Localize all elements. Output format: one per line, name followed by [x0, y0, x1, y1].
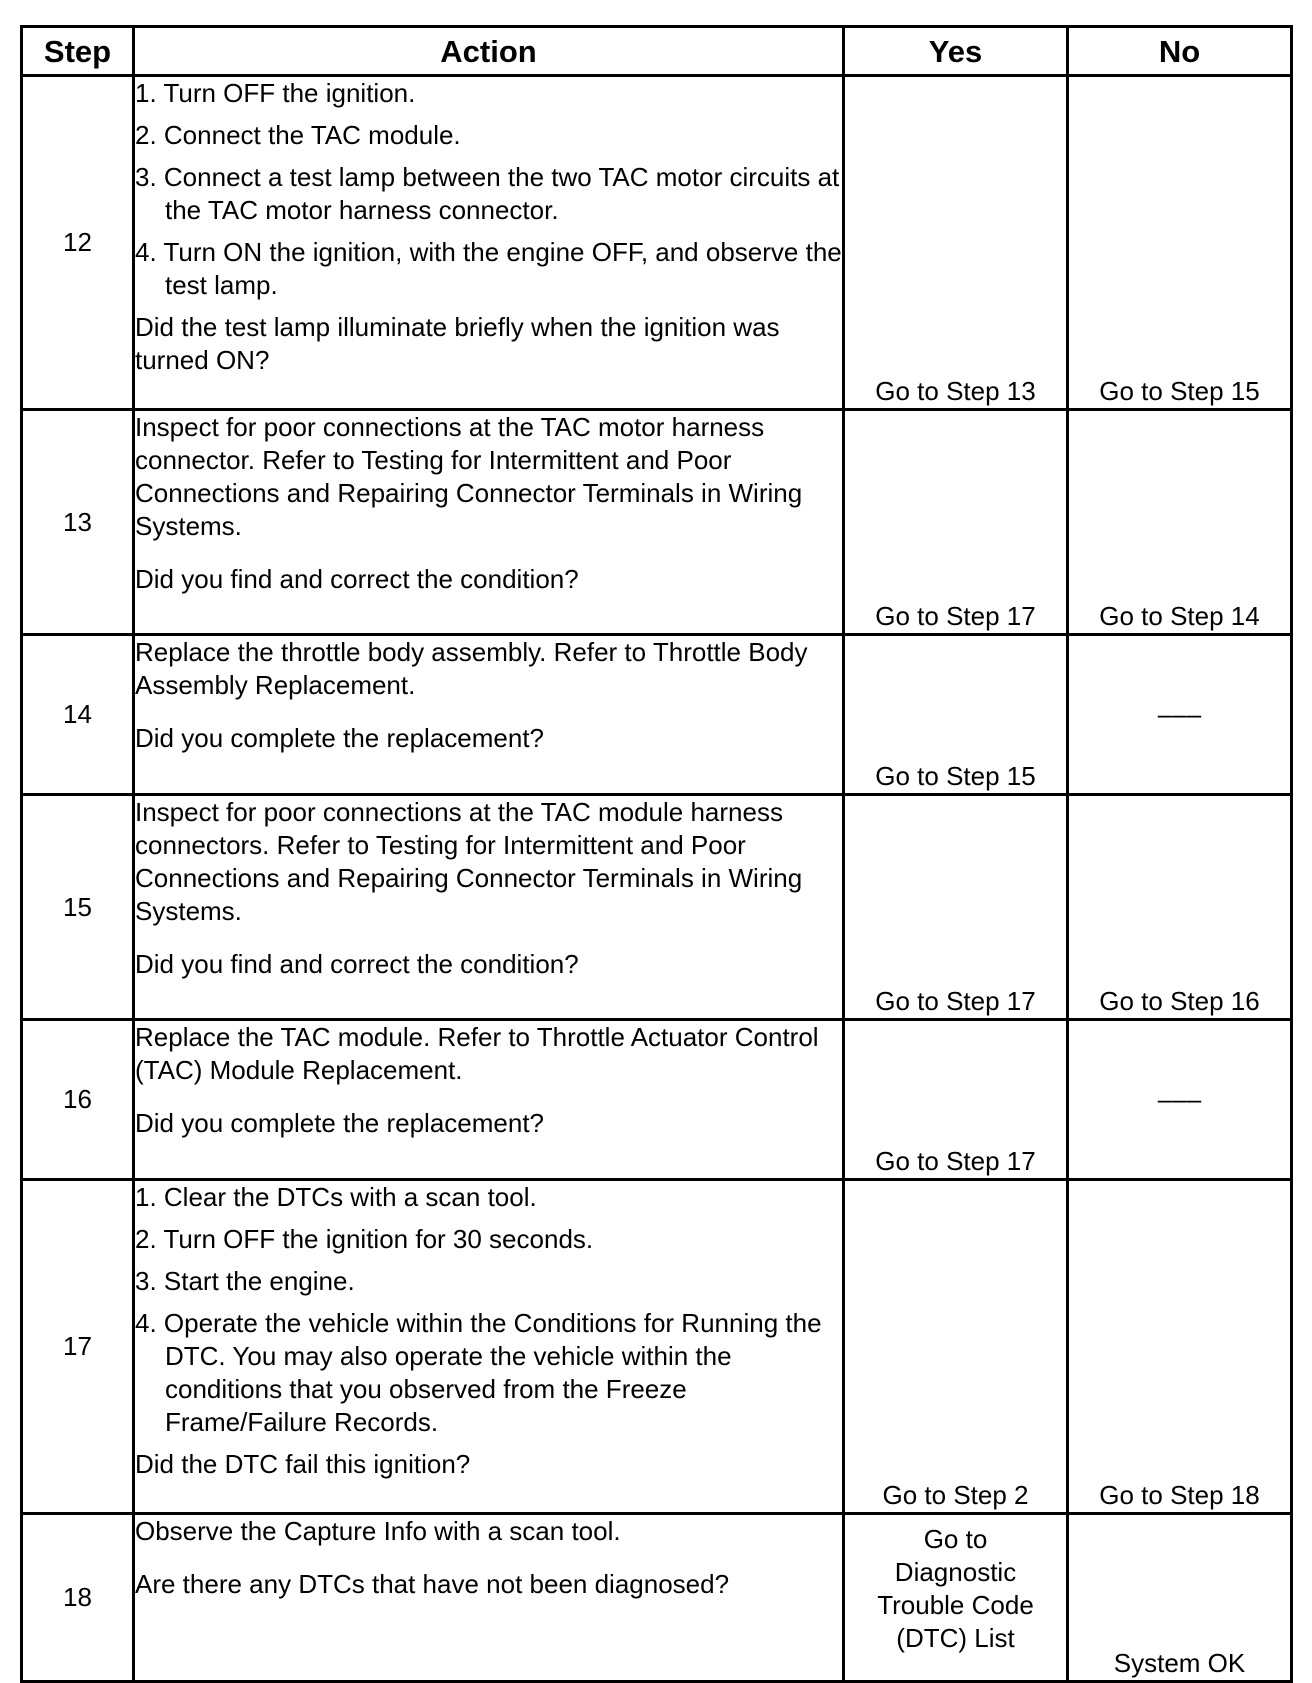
yes-result: Go to Step 17 — [844, 410, 1068, 635]
action-steps — [135, 1181, 842, 1439]
header-step: Step — [22, 27, 134, 76]
action-step: 1. Clear the DTCs with a scan tool. — [135, 1182, 537, 1212]
action-cell — [134, 635, 844, 795]
diagnostic-table — [20, 25, 1293, 1683]
step-number: 16 — [22, 1020, 134, 1180]
table-row — [22, 76, 1292, 410]
step-number: 15 — [22, 795, 134, 1020]
yes-result-line: Diagnostic — [894, 1557, 1017, 1587]
yes-result-line: Go to — [923, 1524, 988, 1554]
yes-result-line: Trouble Code — [877, 1590, 1034, 1620]
header-action: Action — [134, 27, 844, 76]
header-no: No — [1068, 27, 1292, 76]
step-number: 12 — [22, 76, 134, 410]
action-cell — [134, 795, 844, 1020]
table-row — [22, 1020, 1292, 1180]
yes-result: Go to Step 13 — [844, 76, 1068, 410]
action-step: 4. Operate the vehicle within the Conditions for Running the DTC. You may also operate the vehicle within the conditions that you observed from the Freeze Frame/Failure Records. — [135, 1308, 822, 1437]
step-number: 17 — [22, 1180, 134, 1514]
action-cell — [134, 1514, 844, 1682]
yes-result — [844, 1514, 1068, 1682]
action-question: Did the test lamp illuminate briefly when the ignition was turned ON? — [135, 312, 780, 375]
no-result: Go to Step 14 — [1068, 410, 1292, 635]
step-number: 13 — [22, 410, 134, 635]
no-result: ––– — [1068, 1020, 1292, 1180]
action-steps — [135, 77, 842, 302]
action-step: 4. Turn ON the ignition, with the engine OFF, and observe the test lamp. — [135, 237, 842, 300]
yes-result: Go to Step 17 — [844, 795, 1068, 1020]
no-result: Go to Step 15 — [1068, 76, 1292, 410]
action-question: Did you complete the replacement? — [135, 723, 545, 753]
header-yes: Yes — [844, 27, 1068, 76]
table-row — [22, 795, 1292, 1020]
yes-result-line: (DTC) List — [896, 1623, 1015, 1653]
action-question: Did you complete the replacement? — [135, 1108, 545, 1138]
step-number: 14 — [22, 635, 134, 795]
action-step: 2. Connect the TAC module. — [135, 120, 461, 150]
no-result: ––– — [1068, 635, 1292, 795]
yes-result: Go to Step 17 — [844, 1020, 1068, 1180]
action-text: Replace the throttle body assembly. Refer to Throttle Body Assembly Replacement. — [135, 637, 808, 700]
no-result: Go to Step 18 — [1068, 1180, 1292, 1514]
yes-result: Go to Step 15 — [844, 635, 1068, 795]
action-question: Did the DTC fail this ignition? — [135, 1449, 471, 1479]
action-text: Inspect for poor connections at the TAC module harness connectors. Refer to Testing for Intermittent and Poor Connections and Repairing Connector Terminals in Wiring Systems. — [135, 797, 803, 926]
action-step: 3. Start the engine. — [135, 1266, 355, 1296]
table-row — [22, 1514, 1292, 1682]
action-cell — [134, 1180, 844, 1514]
action-question: Did you find and correct the condition? — [135, 564, 579, 594]
no-result: Go to Step 16 — [1068, 795, 1292, 1020]
table-row — [22, 410, 1292, 635]
table-row — [22, 635, 1292, 795]
no-result: System OK — [1068, 1514, 1292, 1682]
action-question: Are there any DTCs that have not been diagnosed? — [135, 1569, 730, 1599]
action-cell — [134, 410, 844, 635]
yes-result: Go to Step 2 — [844, 1180, 1068, 1514]
action-text: Observe the Capture Info with a scan tool. — [135, 1516, 621, 1546]
action-cell — [134, 76, 844, 410]
action-step: 1. Turn OFF the ignition. — [135, 78, 416, 108]
action-step: 3. Connect a test lamp between the two TAC motor circuits at the TAC motor harness connector. — [135, 162, 840, 225]
table-row — [22, 1180, 1292, 1514]
header-row — [22, 27, 1292, 76]
action-text: Inspect for poor connections at the TAC motor harness connector. Refer to Testing for Intermittent and Poor Connections and Repairing Connector Terminals in Wiring Systems. — [135, 412, 803, 541]
action-question: Did you find and correct the condition? — [135, 949, 579, 979]
action-cell — [134, 1020, 844, 1180]
step-number: 18 — [22, 1514, 134, 1682]
action-text: Replace the TAC module. Refer to Throttle Actuator Control (TAC) Module Replacement. — [135, 1022, 819, 1085]
action-step: 2. Turn OFF the ignition for 30 seconds. — [135, 1224, 594, 1254]
